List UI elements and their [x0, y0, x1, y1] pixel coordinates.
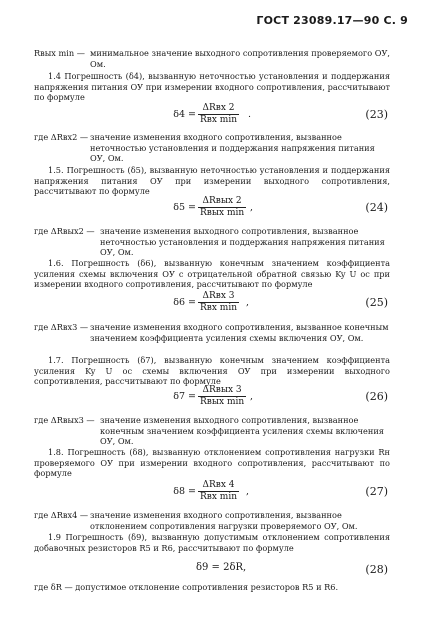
- formula-lhs: δ5 =: [173, 202, 196, 213]
- paragraph-delta-r: где δR — допустимое отклонение сопротивления резисторов R5 и R6.: [34, 582, 339, 592]
- term-symbol: где ΔRвых3 —: [34, 415, 95, 425]
- formula-punct: .: [248, 109, 252, 120]
- numerator: ΔRвх 3: [198, 291, 239, 303]
- denominator: Rвх min: [200, 492, 237, 502]
- numerator: ΔRвых 3: [198, 385, 246, 397]
- fraction: [198, 291, 239, 314]
- term-description: значение изменения входного сопротивления, вызванное конечным значением коэффициента усиления схемы включения ОУ, Ом.: [90, 322, 389, 343]
- equation-number: (23): [365, 108, 388, 121]
- formula-25: [0, 291, 422, 315]
- paragraph-1-7: 1.7. Погрешность (δ7), вызванную конечным значением коэффициента усиления Ky U oc схемы включения ОУ при измерении выходного сопротивления, рассчитывают по формуле: [34, 355, 390, 386]
- denominator: Rвых min: [200, 208, 245, 218]
- paragraph-1-4: 1.4 Погрешность (δ4), вызванную неточностью установления и поддержания напряжения питания ОУ при измерении входного сопротивления, рассчитывают по формуле: [34, 71, 390, 102]
- equation-number: (26): [365, 390, 388, 403]
- term-symbol: где ΔRвх4 —: [34, 510, 89, 520]
- formula-punct: ,: [250, 202, 254, 213]
- fraction: [198, 103, 239, 126]
- term-symbol: где ΔRвых2 —: [34, 226, 95, 236]
- formula-28: [0, 558, 422, 582]
- formula-lhs: δ4 =: [173, 109, 196, 120]
- term-description: значение изменения выходного сопротивления, вызванное конечным значением коэффициента усиления схемы включения ОУ, Ом.: [100, 415, 384, 446]
- equation-number: (24): [365, 201, 388, 214]
- paragraph-1-5: 1.5. Погрешность (δ5), вызванную неточностью установления и поддержания напряжения питания ОУ при измерении выходного сопротивления, рассчитывают по формуле: [34, 165, 390, 196]
- formula-lhs: δ7 =: [173, 391, 196, 402]
- term-symbol: где ΔRвх3 —: [34, 322, 89, 332]
- formula-inline: δ9 = 2δR,: [196, 562, 247, 573]
- formula-punct: ,: [246, 486, 250, 497]
- formula-lhs: δ8 =: [173, 486, 196, 497]
- term-description: значение изменения входного сопротивления, вызванное неточностью установления и поддержания напряжения питания ОУ, Ом.: [90, 132, 375, 163]
- term-description: минимальное значение выходного сопротивления проверяемого ОУ, Ом.: [90, 48, 390, 69]
- denominator: Rвх min: [200, 115, 237, 125]
- term-symbol: где ΔRвх2 —: [34, 132, 89, 142]
- denominator: Rвых min: [200, 397, 245, 407]
- formula-punct: ,: [246, 297, 250, 308]
- numerator: ΔRвых 2: [198, 196, 246, 208]
- fraction: [198, 480, 239, 503]
- term-description: значение изменения выходного сопротивления, вызванное неточностью установления и поддержания напряжения питания ОУ, Ом.: [100, 226, 385, 257]
- paragraph-1-6: 1.6. Погрешность (δ6), вызванную конечным значением коэффициента усиления схемы включения ОУ с отрицательной обратной связью Ky U oc при измерении входного сопротивления, рассчитывают по формуле: [34, 258, 390, 289]
- term-description: значение изменения входного сопротивления, вызванное отклонением сопротивления нагрузки проверяемого ОУ, Ом.: [90, 510, 358, 531]
- term-symbol: Rвых min —: [34, 48, 85, 58]
- page-header: ГОСТ 23089.17—90 С. 9: [256, 14, 408, 27]
- paragraph-1-9: 1.9 Погрешность (δ9), вызванную допустимым отклонением сопротивления добавочных резисторов R5 и R6, рассчитывают по формуле: [34, 532, 390, 553]
- fraction: [198, 385, 246, 408]
- numerator: ΔRвх 4: [198, 480, 239, 492]
- formula-26: [0, 385, 422, 409]
- formula-lhs: δ6 =: [173, 297, 196, 308]
- formula-27: [0, 480, 422, 504]
- equation-number: (25): [365, 296, 388, 309]
- paragraph-1-8: 1.8. Погрешность (δ8), вызванную отклонением сопротивления нагрузки Rн проверяемого ОУ при измерении входного сопротивления, рассчитывают по формуле: [34, 447, 390, 478]
- equation-number: (28): [365, 563, 388, 576]
- fraction: [198, 196, 246, 219]
- formula-23: [0, 103, 422, 127]
- numerator: ΔRвх 2: [198, 103, 239, 115]
- denominator: Rвх min: [200, 303, 237, 313]
- equation-number: (27): [365, 485, 388, 498]
- formula-24: [0, 196, 422, 220]
- formula-punct: ,: [250, 391, 254, 402]
